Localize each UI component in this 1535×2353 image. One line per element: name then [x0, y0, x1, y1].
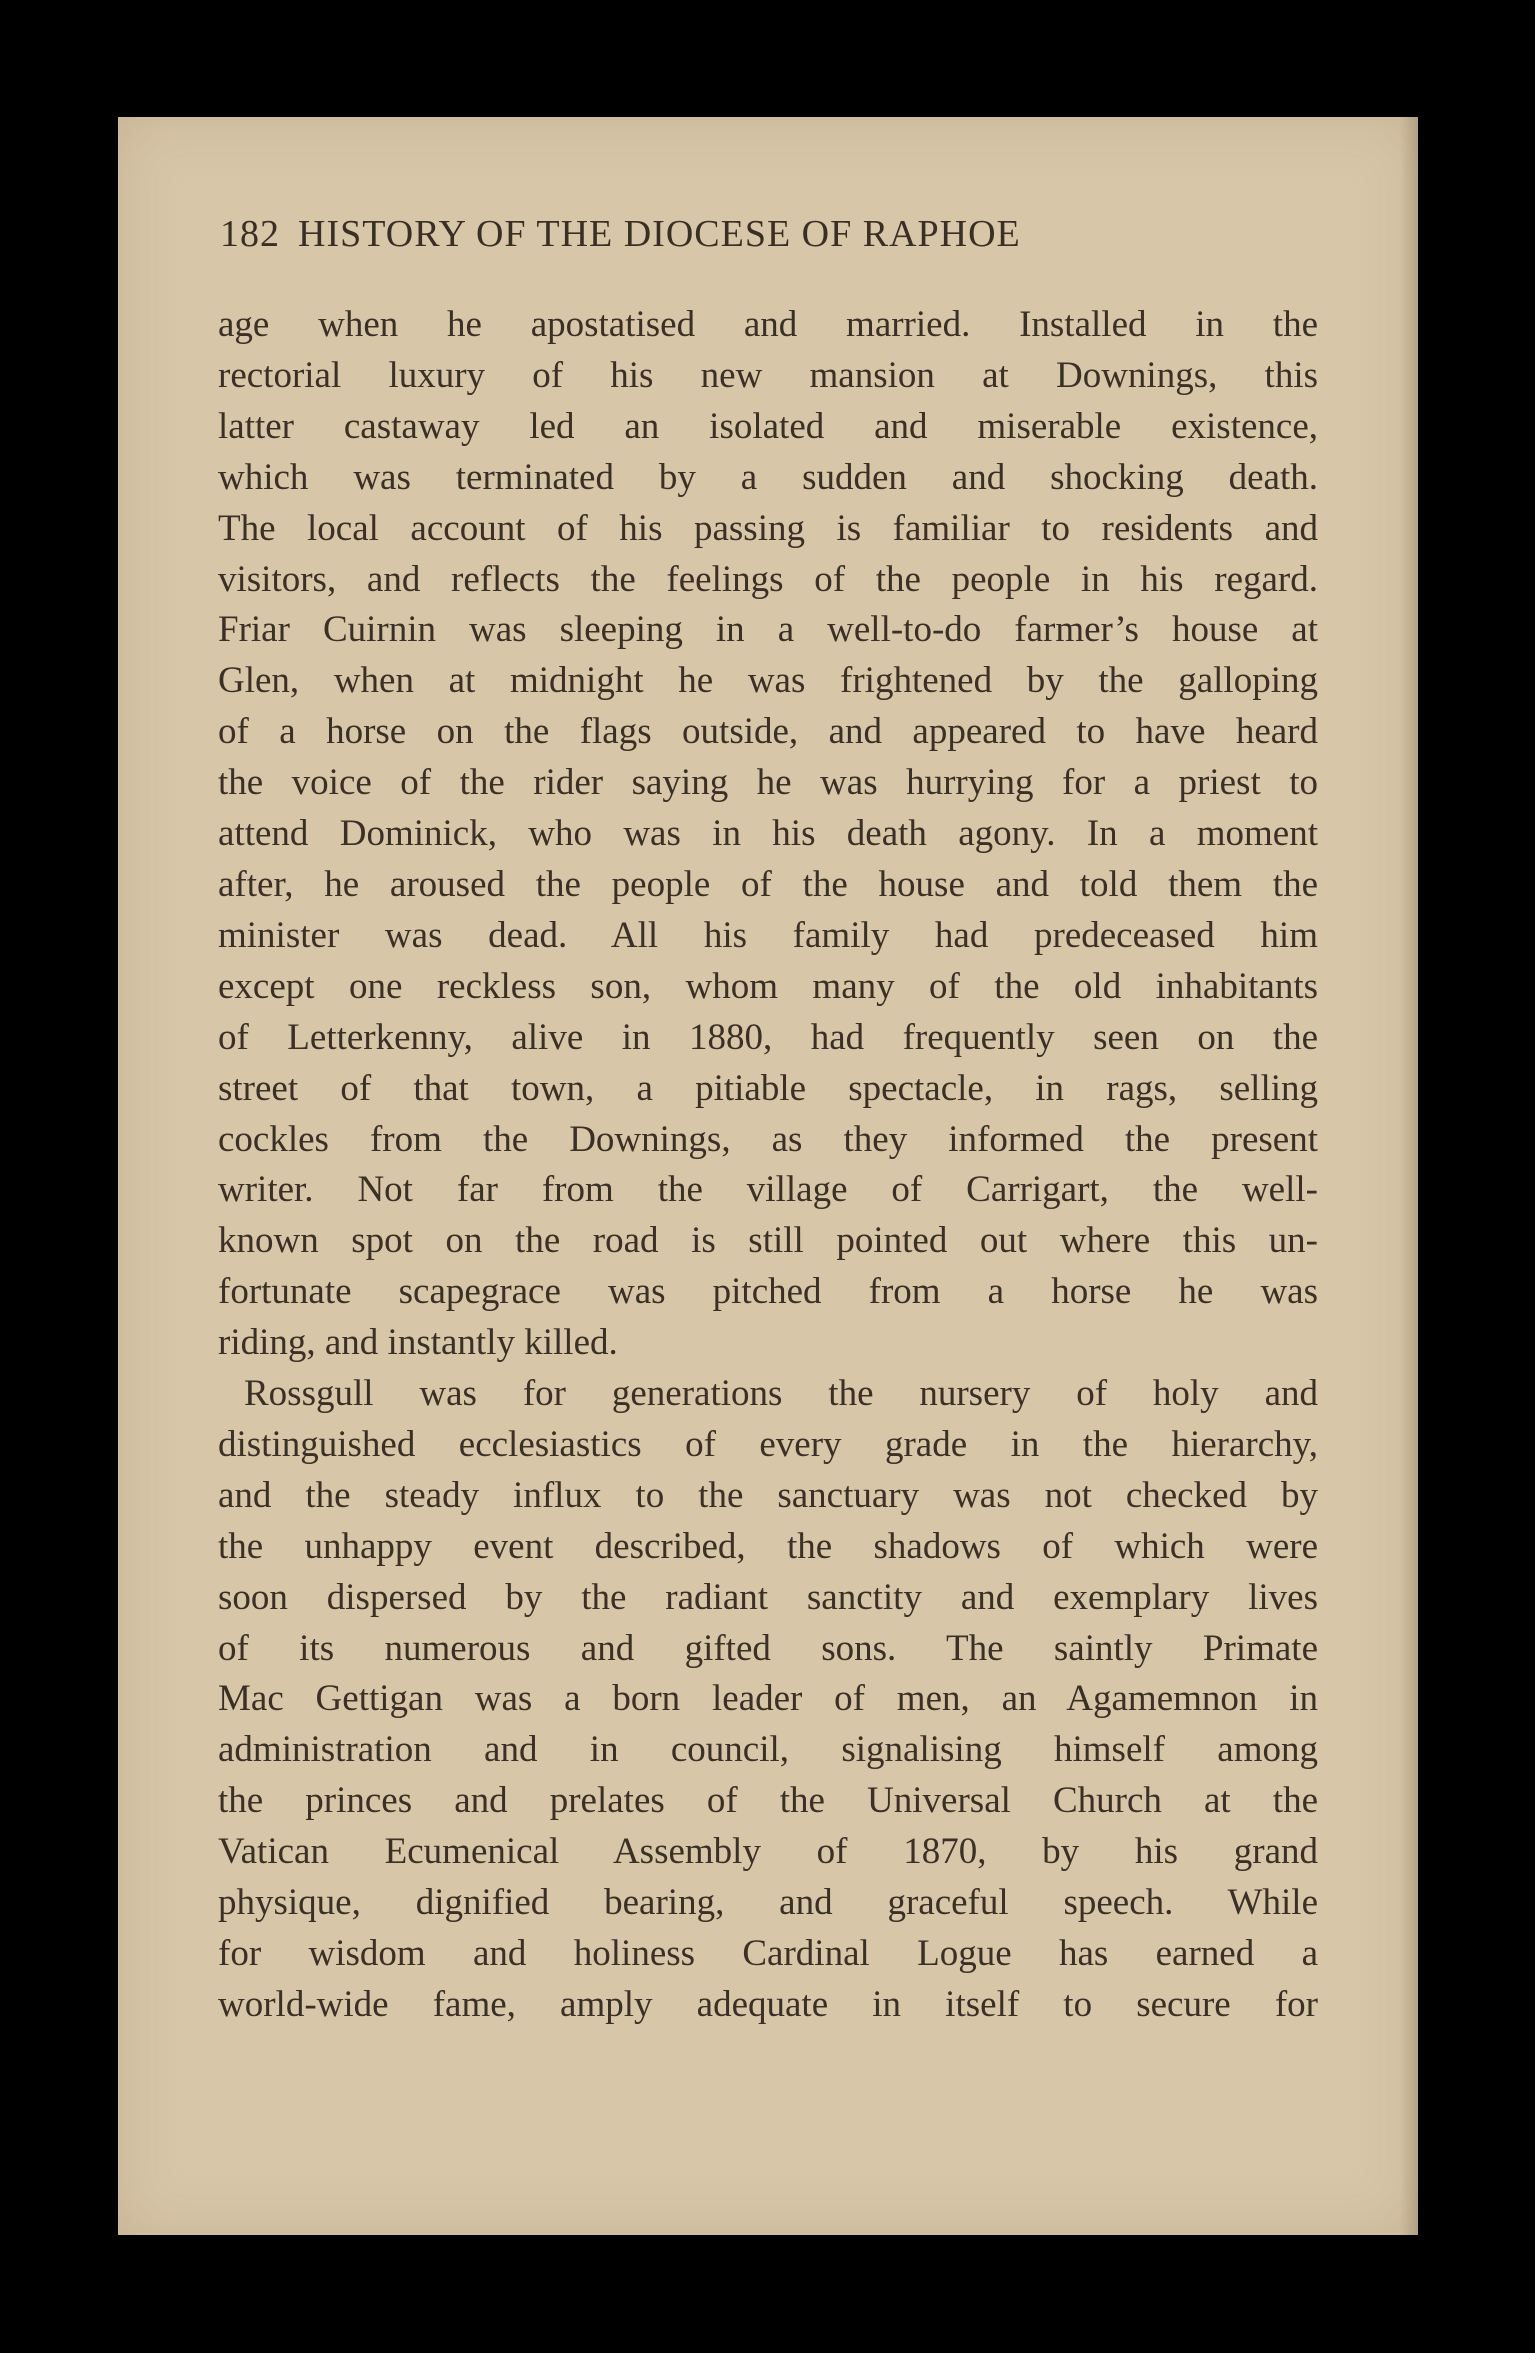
- text-line: fortunate scapegrace was pitched from a horse he was: [218, 1271, 1318, 1313]
- text-line: after, he aroused the people of the house and told them the: [218, 863, 1318, 905]
- text-line: the princes and prelates of the Universal Church at the: [218, 1780, 1318, 1822]
- text-line: except one reckless son, whom many of the old inhabitants: [218, 965, 1318, 1007]
- text-line: writer. Not far from the village of Carrigart, the well-: [218, 1169, 1318, 1211]
- text-line: Glen, when at midnight he was frightened by the galloping: [218, 660, 1318, 702]
- text-line: street of that town, a pitiable spectacle, in rags, selling: [218, 1067, 1318, 1109]
- text-line: of Letterkenny, alive in 1880, had frequently seen on the: [218, 1016, 1318, 1058]
- text-line: physique, dignified bearing, and graceful speech. While: [218, 1882, 1318, 1924]
- text-line: cockles from the Downings, as they informed the present: [218, 1118, 1318, 1160]
- text-line: known spot on the road is still pointed out where this un-: [218, 1220, 1318, 1262]
- text-line: age when he apostatised and married. Installed in the: [218, 304, 1318, 345]
- body-text: [218, 300, 1318, 2031]
- book-title: HISTORY OF THE DIOCESE OF RAPHOE: [298, 213, 1021, 255]
- text-line: Rossgull was for generations the nursery of holy and: [244, 1373, 1318, 1415]
- text-line: minister was dead. All his family had predeceased him: [218, 914, 1318, 956]
- text-line: for wisdom and holiness Cardinal Logue has earned a: [218, 1933, 1318, 1974]
- text-line: administration and in council, signalising himself among: [218, 1729, 1318, 1771]
- text-line: Mac Gettigan was a born leader of men, an Agamemnon in: [218, 1678, 1318, 1720]
- text-line: which was terminated by a sudden and shocking death.: [218, 456, 1318, 498]
- text-line: latter castaway led an isolated and miserable existence,: [218, 405, 1318, 447]
- page-edge-shadow: [1400, 117, 1418, 2235]
- text-line: the voice of the rider saying he was hurrying for a priest to: [218, 762, 1318, 804]
- text-line: The local account of his passing is familiar to residents and: [218, 507, 1318, 549]
- text-line: of its numerous and gifted sons. The saintly Primate: [218, 1627, 1318, 1669]
- text-line: visitors, and reflects the feelings of the people in his regard.: [218, 558, 1318, 600]
- text-line: Friar Cuirnin was sleeping in a well-to-do farmer’s house at: [218, 609, 1318, 651]
- text-line: Vatican Ecumenical Assembly of 1870, by his grand: [218, 1831, 1318, 1873]
- text-line: and the steady influx to the sanctuary was not checked by: [218, 1474, 1318, 1516]
- text-line: world-wide fame, amply adequate in itself to secure for: [218, 1983, 1318, 2025]
- text-line: the unhappy event described, the shadows of which were: [218, 1525, 1318, 1567]
- text-line: distinguished ecclesiastics of every grade in the hierarchy,: [218, 1423, 1318, 1465]
- text-line: riding, and instantly killed.: [218, 1322, 618, 1364]
- text-line: soon dispersed by the radiant sanctity and exemplary lives: [218, 1576, 1318, 1618]
- paragraph: [218, 300, 1318, 1369]
- paragraph: [218, 1369, 1318, 2031]
- text-line: of a horse on the flags outside, and appeared to have heard: [218, 711, 1318, 753]
- page-number: 182: [220, 213, 280, 255]
- text-line: rectorial luxury of his new mansion at Downings, this: [218, 354, 1318, 396]
- text-line: attend Dominick, who was in his death agony. In a moment: [218, 813, 1318, 855]
- running-head: [220, 212, 1330, 256]
